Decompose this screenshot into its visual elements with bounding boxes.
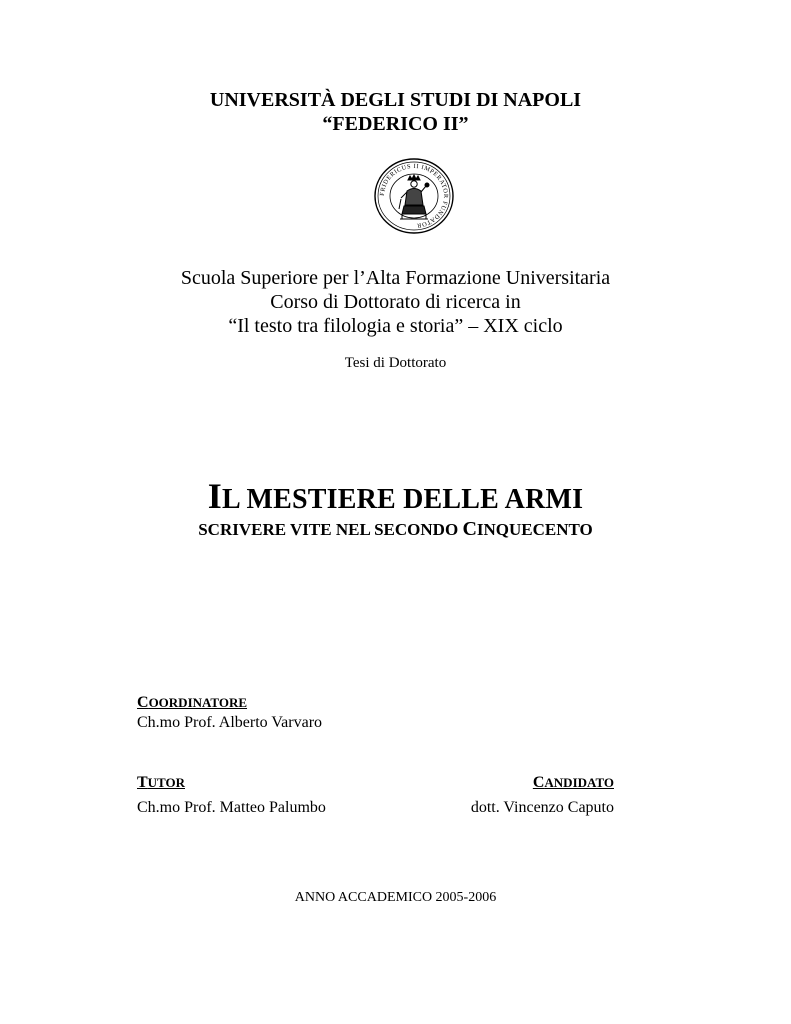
thesis-subtitle-part1: SCRIVERE VITE NEL SECONDO: [198, 520, 463, 539]
candidate-label-initial: C: [532, 774, 545, 791]
thesis-subtitle-initial: C: [462, 518, 477, 540]
university-name-line1: UNIVERSITÀ DEGLI STUDI DI NAPOLI: [209, 89, 582, 111]
tutor-name: Ch.mo Prof. Matteo Palumbo: [137, 799, 326, 816]
school-line3: “Il testo tra filologia e storia” – XIX ciclo: [228, 315, 563, 337]
university-name-line2: “FEDERICO II”: [322, 113, 469, 135]
thesis-type: Tesi di Dottorato: [344, 355, 447, 371]
tutor-label-initial: T: [137, 774, 148, 791]
coordinator-label: [137, 694, 247, 712]
coordinator-label-initial: C: [137, 694, 149, 711]
thesis-title: [0, 475, 791, 517]
candidate-name: dott. Vincenzo Caputo: [470, 799, 614, 816]
university-name: [0, 88, 791, 136]
school-info: [0, 266, 791, 338]
university-seal-icon: [371, 156, 457, 236]
tutor-label: [137, 774, 185, 792]
academic-year: ANNO ACCADEMICO 2005-2006: [294, 890, 497, 905]
thesis-title-rest: L MESTIERE DELLE ARMI: [221, 484, 584, 515]
seal-legend: FRIDERICUS II IMPERATOR FUNDATOR: [378, 162, 450, 229]
thesis-subtitle-part2: INQUECENTO: [476, 520, 593, 539]
school-line1: Scuola Superiore per l’Alta Formazione Universitaria: [180, 267, 611, 289]
coordinator-name: Ch.mo Prof. Alberto Varvaro: [137, 714, 323, 731]
thesis-subtitle: [0, 518, 791, 541]
thesis-title-initial: I: [207, 476, 222, 516]
tutor-label-rest: UTOR: [147, 775, 185, 790]
coordinator-label-rest: OORDINATORE: [148, 695, 248, 710]
candidate-label: [533, 774, 614, 792]
candidate-label-rest: ANDIDATO: [544, 775, 614, 790]
school-line2: Corso di Dottorato di ricerca in: [270, 291, 521, 313]
